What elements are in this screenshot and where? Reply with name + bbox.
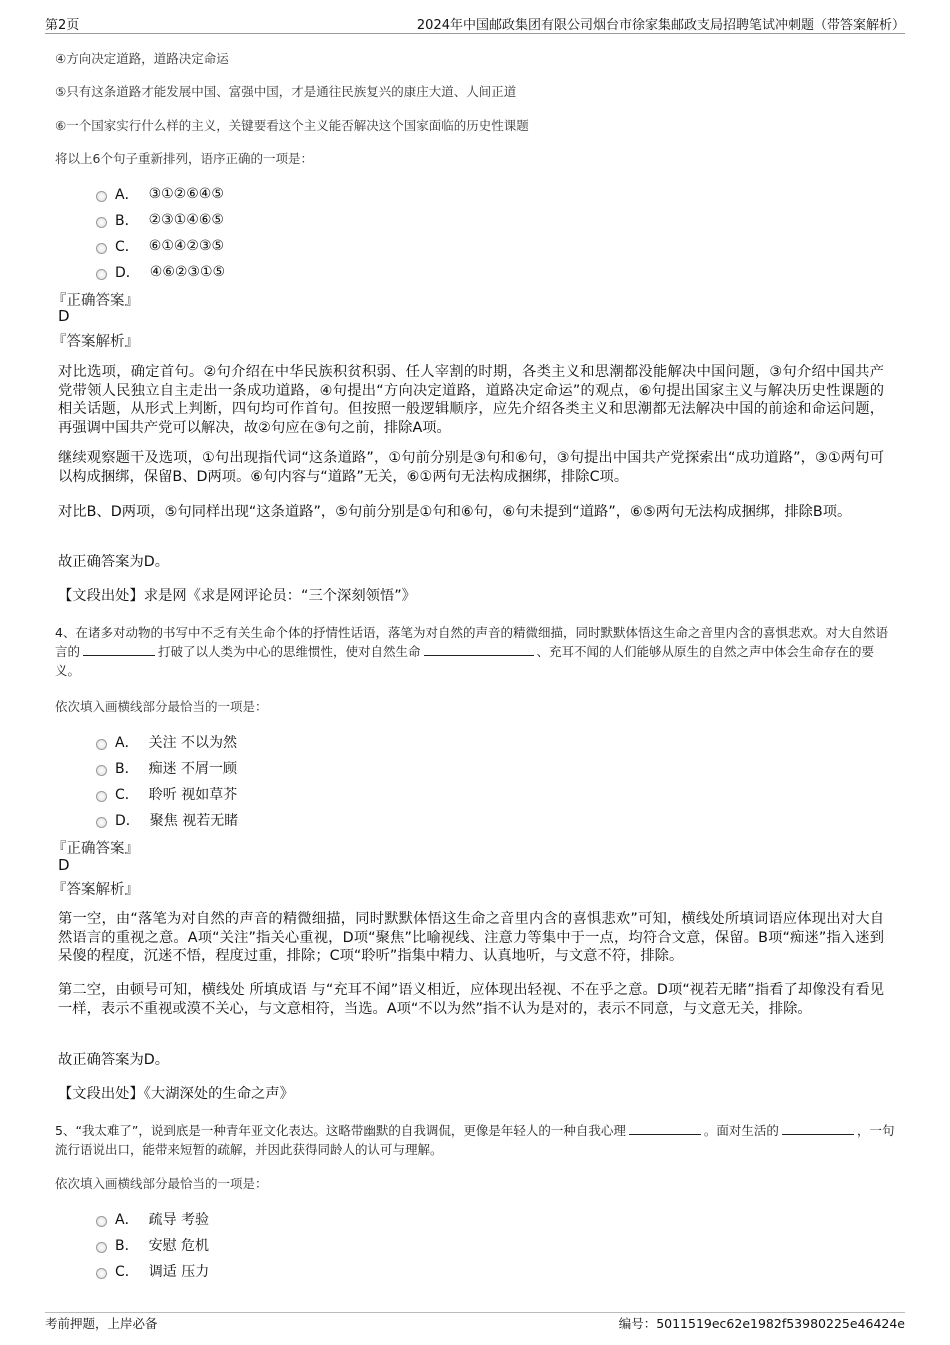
radio-icon[interactable] [96,269,107,280]
option-label: C． [115,239,139,255]
option-label: B． [115,761,139,777]
q4-option-c[interactable] [96,784,237,804]
option-label: C． [115,787,139,803]
radio-icon[interactable] [96,817,107,828]
page-number: 第2页 [45,18,80,33]
radio-icon[interactable] [96,791,107,802]
question-prompt: 将以上6个句子重新排列，语序正确的一项是： [55,151,313,166]
option-text: ④⑥②③①⑤ [149,264,226,280]
radio-icon[interactable] [96,1242,107,1253]
radio-icon[interactable] [96,217,107,228]
analysis-heading: 『答案解析』 [52,334,139,350]
option-text: 安慰 危机 [148,1238,210,1254]
analysis-paragraph: 对比B、D两项，⑤句同样出现“这条道路”，⑤句前分别是①句和⑥句，⑥句未提到“道路”，⑥⑤两句无法构成捆绑，排除B项。 [58,504,852,520]
radio-icon[interactable] [96,191,107,202]
option-text: ⑥①④②③⑤ [148,238,225,254]
option-label: C． [115,1264,139,1280]
q4-option-d[interactable] [96,810,238,830]
radio-icon[interactable] [96,1268,107,1279]
analysis-paragraph: 第二空，由顿号可知，横线处 所填成语 与“充耳不闻”语义相近，应体现出轻视、不在乎之意。D项“视若无睹”指看了却像没有看见一样，表示不重视或漠不关心，与文意相符，当选。A项“不以为然”指不认为是对的，表示不同意，与文意无关，排除。 [58,982,884,1017]
option-label: B． [115,213,139,229]
source-citation: 【文段出处】求是网《求是网评论员：“三个深刻领悟”》 [58,588,416,604]
analysis-paragraph: 第一空，由“落笔为对自然的声音的精微细描，同时默默体悟这生命之音里内含的喜惧悲欢”可知，横线处所填词语应体现出对大自然语言的重视之意。A项“关注”指关心重视，D项“聚焦”比喻视线、注意力等集中于一点，均符合文意，保留。B项“痴迷”指入迷到呆傻的程度，沉迷不悟，程度过重，排除；C项“聆听”指集中精力、认真地听，与文意不符，排除。 [58,911,884,964]
option-text: 聚焦 视若无睹 [149,813,239,829]
correct-answer: D [58,307,70,325]
radio-icon[interactable] [96,243,107,254]
correct-answer: D [58,856,70,874]
sentence-6: ⑥一个国家实行什么样的主义，关键要看这个主义能否解决这个国家面临的历史性课题 [55,118,529,133]
correct-answer-heading: 『正确答案』 [52,841,139,857]
q3-option-a[interactable] [96,184,224,204]
option-label: A． [115,187,139,203]
analysis-conclusion: 故正确答案为D。 [58,554,170,570]
q3-option-c[interactable] [96,236,224,256]
header-divider [45,33,905,34]
document-title: 2024年中国邮政集团有限公司烟台市徐家集邮政支局招聘笔试冲刺题（带答案解析） [416,18,905,33]
source-citation: 【文段出处】《大湖深处的生命之声》 [58,1086,294,1102]
q5-option-b[interactable] [96,1235,209,1255]
footer-slogan: 考前押题，上岸必备 [45,1316,158,1331]
option-text: 调适 压力 [148,1264,210,1280]
fill-blank [629,1122,701,1135]
document-id: 编号：5011519ec62e1982f53980225e46424e [618,1316,905,1331]
option-text: 聆听 视如草芥 [148,787,238,803]
q4-option-a[interactable] [96,732,237,752]
option-text: 关注 不以为然 [148,735,238,751]
analysis-paragraph: 继续观察题干及选项，①句出现指代词“这条道路”，①句前分别是③句和⑥句，③句提出中国共产党探索出“成功道路”，③①两句可以构成捆绑，保留B、D两项。⑥句内容与“道路”无关，⑥①两句无法构成捆绑，排除C项。 [58,450,884,485]
option-label: D． [115,813,140,829]
fill-blank [83,643,155,656]
question-prompt: 依次填入画横线部分最恰当的一项是： [55,1176,268,1191]
option-text: 疏导 考验 [148,1212,210,1228]
sentence-5: ⑤只有这条道路才能发展中国、富强中国，才是通往民族复兴的康庄大道、人间正道 [55,84,517,99]
radio-icon[interactable] [96,1216,107,1227]
q3-option-d[interactable] [96,262,225,282]
option-label: D． [115,265,140,281]
option-text: ③①②⑥④⑤ [148,186,224,202]
q5-option-c[interactable] [96,1261,209,1281]
analysis-conclusion: 故正确答案为D。 [58,1052,170,1068]
question-5-stem: 5、“我太难了”，说到底是一种青年亚文化表达。这略带幽默的自我调侃，更像是年轻人的一种自我心理 。面对生活的 ，一句流行语说出口，能带来短暂的疏解，并因此获得同龄人的认可与理解。 [55,1123,895,1157]
option-text: 痴迷 不屑一顾 [148,761,238,777]
q5-option-a[interactable] [96,1209,209,1229]
sentence-4: ④方向决定道路，道路决定命运 [55,51,229,66]
fill-blank [424,643,534,656]
analysis-paragraph: 对比选项，确定首句。②句介绍在中华民族积贫积弱、任人宰割的时期，各类主义和思潮都没能解决中国问题，③句介绍中国共产党带领人民独立自主走出一条成功道路，④句提出“方向决定道路，道路决定命运”的观点，⑥句提出国家主义与解决历史性课题的相关话题，从形式上判断，四句均可作首句。但按照一般逻辑顺序，应先介绍各类主义和思潮都无法解决中国的前途和命运问题，再强调中国共产党可以解决，故②句应在③句之前，排除A项。 [58,364,884,436]
radio-icon[interactable] [96,765,107,776]
option-label: A． [115,735,139,751]
correct-answer-heading: 『正确答案』 [52,293,139,309]
question-prompt: 依次填入画横线部分最恰当的一项是： [55,699,268,714]
q4-option-b[interactable] [96,758,237,778]
option-label: B． [115,1238,139,1254]
option-text: ②③①④⑥⑤ [148,212,224,228]
option-label: A． [115,1212,139,1228]
question-4-stem: 4、在诸多对动物的书写中不乏有关生命个体的抒情性话语，落笔为对自然的声音的精微细描，同时默默体悟这生命之音里内含的喜惧悲欢。对大自然语言的 打破了以人类为中心的思维惯性，使对自然生命 、充耳不闻的人们能够从原生的自然之声中体会生命存在的要义。 [55,625,888,678]
analysis-heading: 『答案解析』 [52,882,139,898]
radio-icon[interactable] [96,739,107,750]
fill-blank [782,1122,854,1135]
footer-divider [45,1312,905,1313]
q3-option-b[interactable] [96,210,224,230]
